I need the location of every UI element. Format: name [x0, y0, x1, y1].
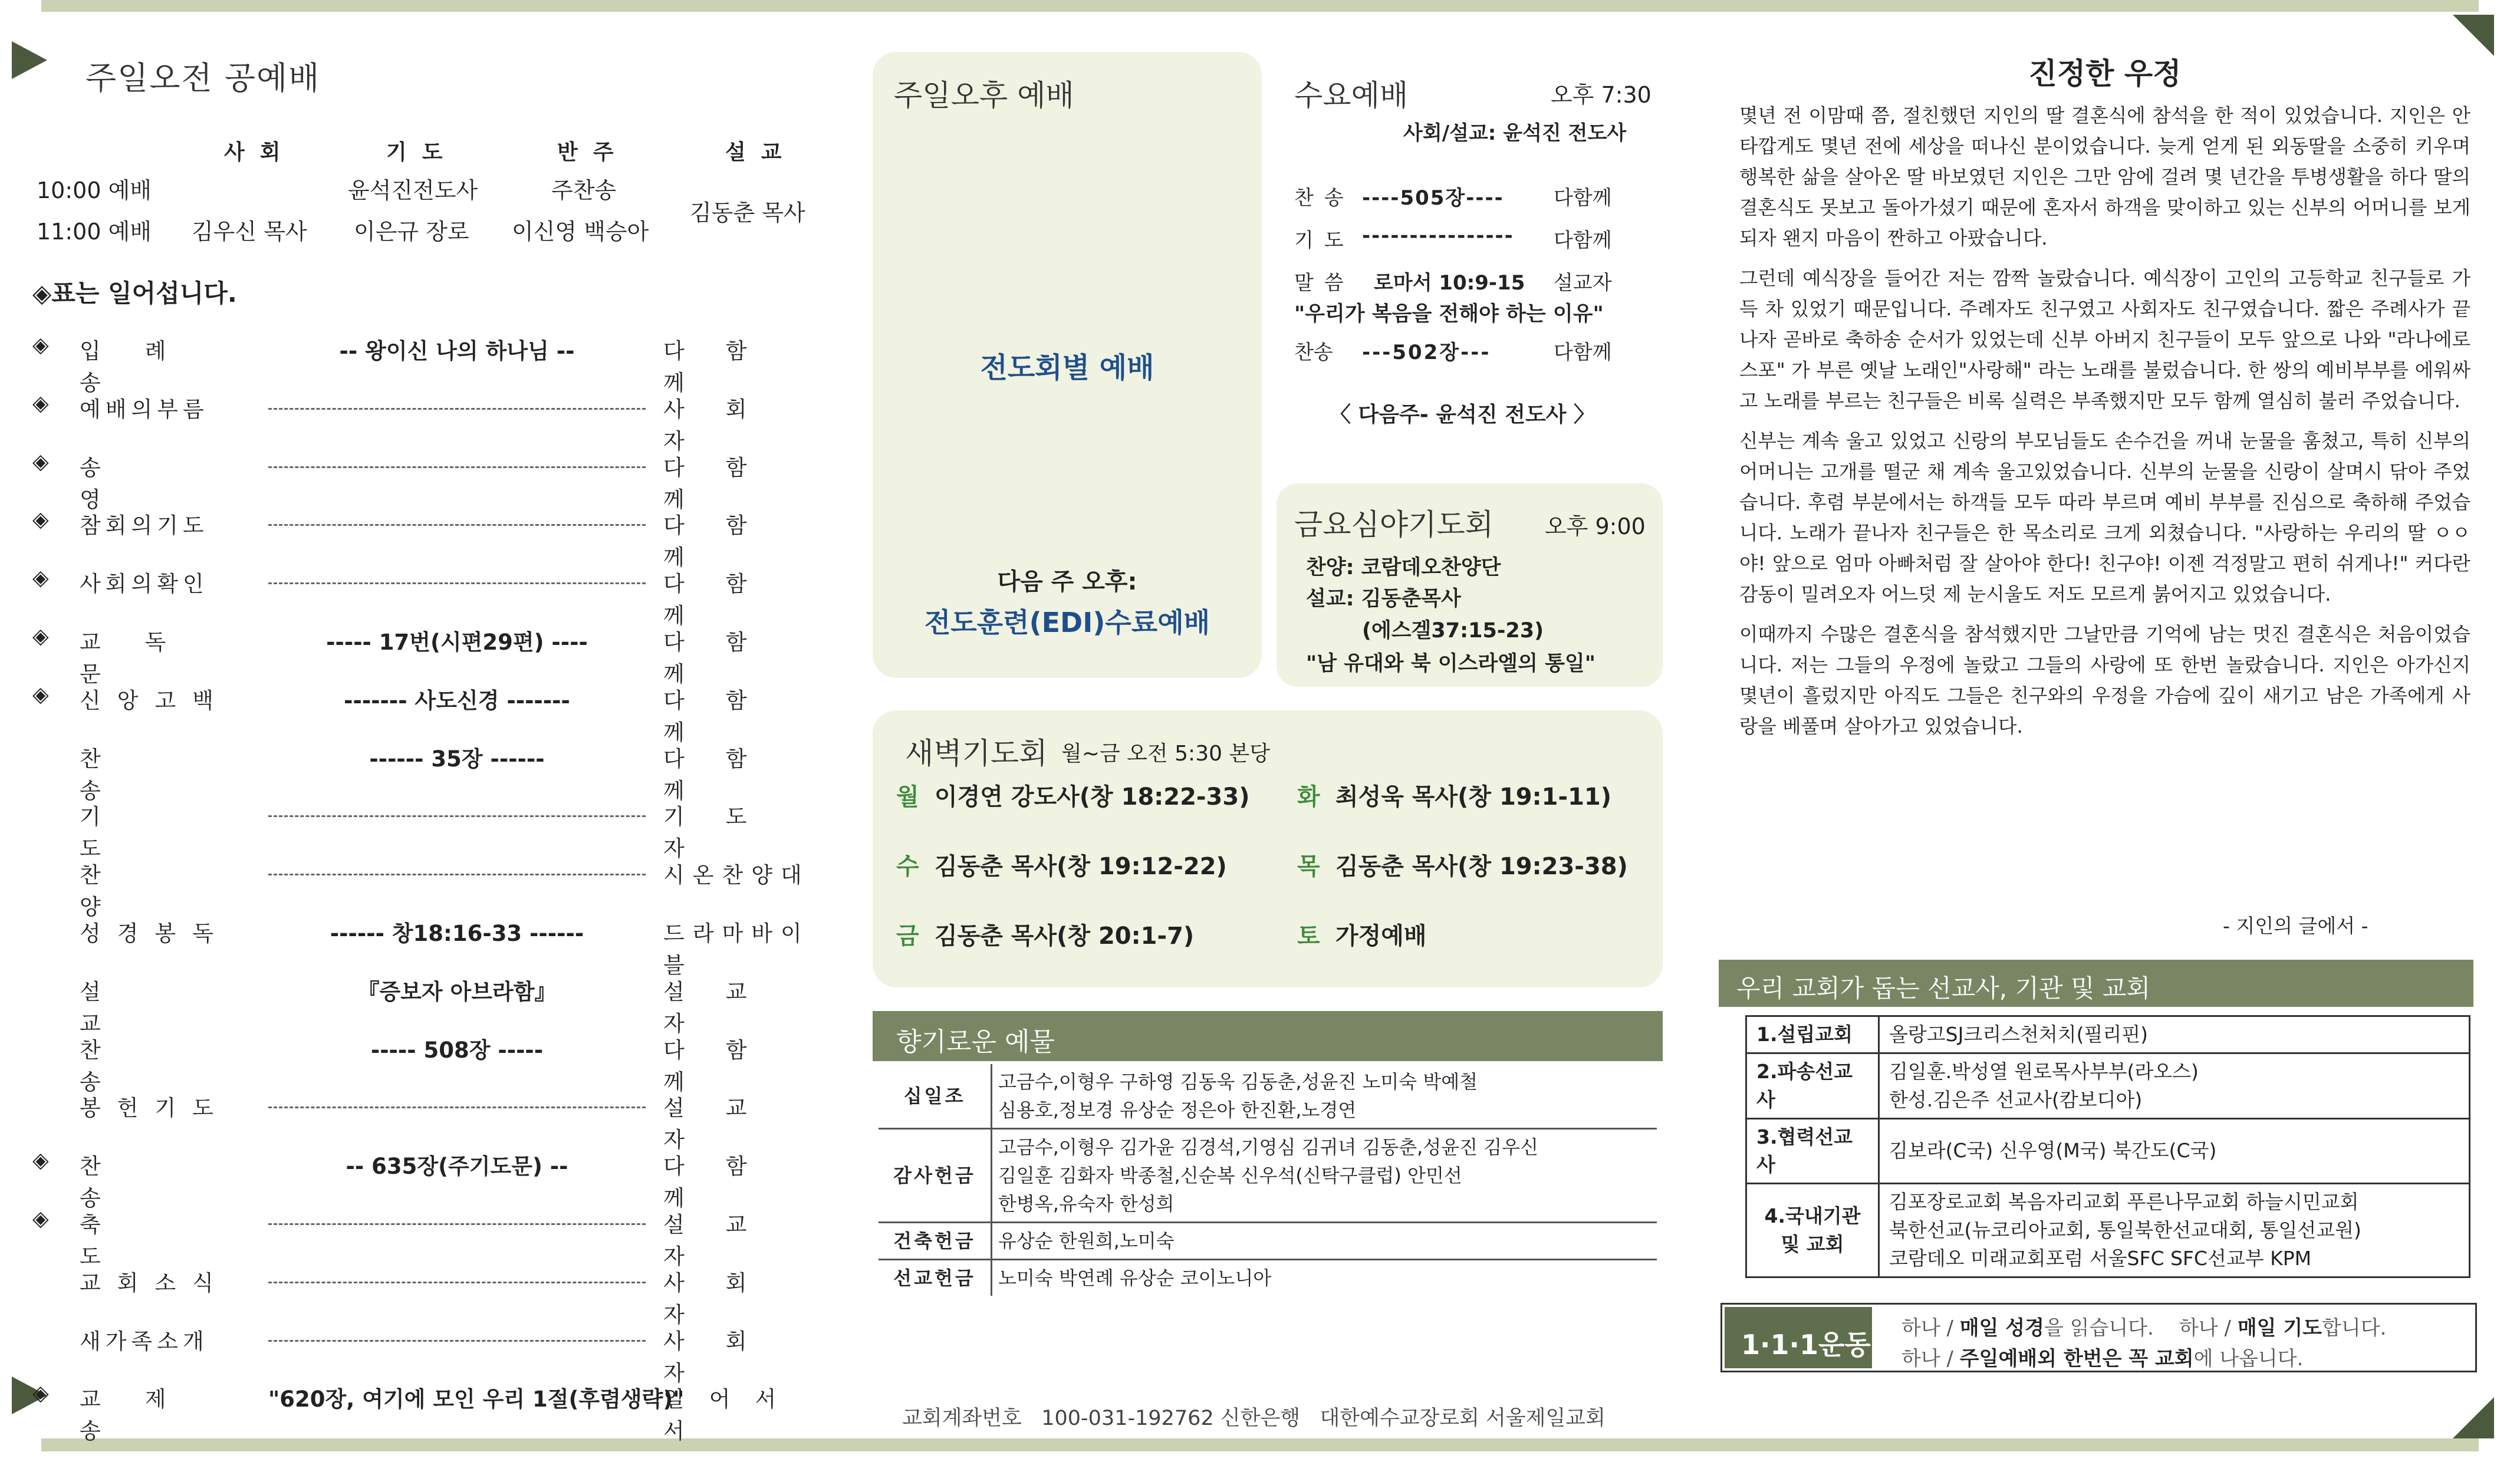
order-person: 설교자	[663, 979, 788, 1036]
order-row	[32, 566, 823, 629]
wednesday-title: 수요예배	[1294, 78, 1409, 113]
order-item: 기도	[80, 804, 189, 862]
offering-row	[879, 1260, 1657, 1296]
dawn-preacher: 최성욱 목사(창 19:1-11)	[1335, 783, 1612, 811]
order-content: ----- 508장 -----	[268, 1032, 646, 1064]
offering-names	[992, 1129, 1657, 1223]
wednesday-time: 오후 7:30	[1551, 82, 1652, 108]
service-time-11: 11:00 예배	[37, 219, 152, 245]
mission-line: 한성.김은주 선교사(캄보디아)	[1889, 1088, 2143, 1111]
corner-triangle-icon	[12, 41, 47, 79]
dawn-preacher: 이경연 강도사(창 18:22-33)	[935, 783, 1250, 811]
account-info: 교회계좌번호 100-031-192762 신한은행 대한예수교장로회 서울제일교회	[902, 1407, 1606, 1430]
mission-line: 코람데오 미래교회포럼 서울SFC SFC선교부 KPM	[1889, 1246, 2312, 1270]
dashed-leader	[268, 582, 646, 584]
dawn-preacher: 김동춘 목사(창 19:12-22)	[935, 853, 1227, 880]
dawn-day: 화	[1297, 783, 1320, 811]
order-item: 교독문	[80, 630, 210, 687]
wednesday-item: 기도	[1294, 229, 1354, 252]
service-accompanist-10: 주찬송	[551, 177, 617, 203]
order-item: 설교	[80, 979, 189, 1036]
sunday-pm-next: 전도훈련(EDI)수료예배	[924, 607, 1210, 638]
order-row	[32, 333, 823, 396]
mission-label: 1.설립교회	[1746, 1016, 1879, 1053]
order-person: 다함께	[663, 1154, 788, 1211]
movement-badge-text: 1·1·1운동	[1741, 1329, 1871, 1361]
offering-row	[879, 1223, 1657, 1260]
service-leader-11: 김우신 목사	[192, 219, 307, 245]
order-row	[32, 916, 823, 978]
missions-table	[1745, 1015, 2470, 1278]
service-accompanist-11: 이신영 백승아	[512, 219, 649, 245]
mission-line: 김보라(C국) 신우영(M국) 북간도(C국)	[1889, 1139, 2217, 1163]
sunday-pm-title: 주일오후 예배	[894, 78, 1074, 113]
wednesday-content: ----505장----	[1362, 186, 1504, 210]
diamond-icon: ◈	[32, 1148, 49, 1173]
friday-sermon-title: "남 유대와 북 이스라엘의 통일"	[1306, 652, 1595, 676]
wednesday-leader: 사회/설교: 윤석진 전도사	[1403, 121, 1627, 145]
diamond-icon: ◈	[32, 624, 49, 648]
order-row	[32, 974, 823, 1036]
offering-line: 유상순 한원희,노미숙	[998, 1230, 1175, 1252]
order-row	[32, 799, 823, 862]
top-border	[41, 0, 2479, 12]
order-row	[32, 857, 823, 920]
diamond-icon: ◈	[32, 682, 49, 707]
wednesday-item: 말씀	[1294, 271, 1354, 295]
order-content: -- 왕이신 나의 하나님 --	[268, 333, 646, 365]
order-content: ------ 35장 ------	[268, 741, 646, 773]
col-header-leader: 사회	[224, 140, 296, 164]
sunday-pm-main: 전도회별 예배	[980, 351, 1154, 384]
order-row	[32, 1265, 823, 1328]
dashed-leader	[268, 874, 646, 875]
mission-row	[1746, 1184, 2470, 1277]
essay-paragraph: 몇년 전 이맘때 쯤, 절친했던 지인의 딸 결혼식에 참석을 한 적이 있었습니다. 지인은 안타깝게도 몇년 전에 세상을 떠나신 분이었습니다. 늦게 얻게 된 외동딸을 소중히 키우며 행복한 삶을 살아온 딸 바보였던 지인은 그만 암에 걸려 몇 년간을 투병생활을 하다 딸의 결혼식도 못보고 돌아가셨기 때문에 혼자서 하객을 맞이하고 있는 신부의 어머니를 보게되자 왠지 마음이 짠하고 아팠습니다.	[1739, 104, 2470, 249]
essay-title: 진정한 우정	[2028, 57, 2182, 91]
order-person: 사회자	[663, 396, 788, 454]
wednesday-hymn2-item: 찬송	[1294, 341, 1333, 364]
order-person: 일어서서	[663, 1387, 801, 1444]
offering-line: 고금수,이형우 김가윤 김경석,기영심 김귀녀 김동춘,성윤진 김우신	[998, 1136, 1539, 1158]
offering-names	[992, 1064, 1657, 1129]
wednesday-person: 다함께	[1554, 229, 1612, 252]
dawn-day: 월	[896, 783, 919, 811]
order-person: 다함께	[663, 1037, 788, 1095]
dawn-title: 새벽기도회	[905, 736, 1048, 770]
offering-label: 건축헌금	[879, 1223, 992, 1260]
dashed-leader	[268, 408, 646, 410]
dashed-leader	[268, 1282, 646, 1283]
order-content: "620장, 여기에 모인 우리 1절(후렴생략)"	[268, 1381, 646, 1413]
offering-table	[879, 1064, 1657, 1296]
order-person: 기도자	[663, 804, 788, 862]
col-header-preacher: 설교	[725, 140, 797, 164]
order-content: ------ 창18:16-33 ------	[268, 916, 646, 947]
order-item: 찬송	[80, 1154, 189, 1211]
order-row	[32, 391, 823, 454]
order-item: 찬양	[80, 862, 189, 920]
order-person: 다함께	[663, 513, 788, 571]
order-content: -- 635장(주기도문) --	[268, 1148, 646, 1180]
order-row	[32, 1032, 823, 1095]
service-time-10: 10:00 예배	[37, 177, 152, 203]
dashed-leader	[268, 1340, 646, 1342]
movement-badge	[1725, 1307, 1872, 1368]
order-item: 참회의기도	[80, 513, 209, 539]
order-person: 설교자	[663, 1095, 788, 1153]
order-row	[32, 449, 823, 512]
order-row	[32, 508, 823, 571]
mission-entries	[1879, 1118, 2470, 1184]
mission-line: 북한선교(뉴코리아교회, 통일북한선교대회, 통일선교원)	[1889, 1219, 2361, 1242]
offering-label: 선교헌금	[879, 1260, 992, 1296]
essay-paragraph: 이때까지 수많은 결혼식을 참석했지만 그날만큼 기억에 남는 멋진 결혼식은 처음이었습니다. 저는 그들의 우정에 놀랐고 그들의 사랑에 또 한번 놀랐습니다. 지인은 아가신지 몇년이 흘렀지만 아직도 그들은 친구와의 우정을 가슴에 깊이 새기고 남은 가족에게 사랑을 베풀며 살아가고 있었습니다.	[1739, 623, 2470, 737]
order-person: 다함께	[663, 455, 788, 512]
order-item: 찬송	[80, 1037, 189, 1095]
offering-line: 한병옥,유숙자 한성희	[998, 1193, 1175, 1215]
wednesday-person: 다함께	[1554, 186, 1612, 210]
friday-praise: 찬양: 코람데오찬양단	[1306, 556, 1501, 579]
order-person: 다함께	[663, 687, 788, 745]
diamond-icon: ◈	[32, 1207, 49, 1231]
mission-entries	[1879, 1016, 2470, 1053]
mission-row	[1746, 1016, 2470, 1053]
mission-row	[1746, 1118, 2470, 1184]
dawn-preacher: 김동춘 목사(창 19:23-38)	[1335, 853, 1628, 880]
essay-paragraph: 신부는 계속 울고 있었고 신랑의 부모님들도 손수건을 꺼내 눈물을 훔쳤고, 특히 신부의 어머니는 고개를 떨군 채 계속 울고있었습니다. 신부의 눈물을 신랑이 살며시 닦아 주었습니다. 후렴 부분에서는 하객들 모두 따라 부르며 예비 부부를 진심으로 축하해 주었습니다. 노래가 끝나자 친구들은 한 목소리로 크게 외쳤습니다. "사랑하는 우리의 딸 ㅇㅇ야! 앞으로 엄마 아빠처럼 잘 살아야 한다! 친구야! 이젠 걱정말고 편히 쉬게나!" 커다란 감동이 밀려오자 어느덧 제 눈시울도 저도 모르게 붉어지고 있었습니다.	[1739, 430, 2470, 605]
dashed-leader	[268, 524, 646, 526]
order-person: 설교자	[663, 1212, 788, 1269]
wednesday-next: 〈 다음주- 윤석진 전도사 〉	[1330, 403, 1595, 427]
mission-entries	[1879, 1184, 2470, 1277]
missions-header	[1719, 960, 2473, 1007]
morning-service-title: 주일오전 공예배	[85, 60, 321, 97]
service-prayer-10: 윤석진전도사	[348, 177, 478, 203]
order-item: 신앙고백	[80, 687, 230, 713]
wednesday-content: ----------------	[1362, 224, 1514, 248]
col-header-prayer: 기도	[386, 140, 458, 164]
offering-row	[879, 1064, 1657, 1129]
order-item: 축도	[80, 1212, 189, 1269]
order-item: 교회소식	[80, 1270, 230, 1296]
bottom-border	[41, 1438, 2479, 1451]
wednesday-content: 로마서 10:9-15	[1374, 271, 1525, 295]
wednesday-item: 찬송	[1294, 186, 1354, 210]
order-item: 송영	[80, 455, 189, 512]
mission-row	[1746, 1053, 2470, 1118]
missions-title: 우리 교회가 돕는 선교사, 기관 및 교회	[1736, 974, 2151, 1003]
friday-time: 오후 9:00	[1545, 513, 1646, 539]
order-item: 사회의확인	[80, 571, 209, 597]
mission-entries	[1879, 1053, 2470, 1118]
dawn-preacher: 가정예배	[1335, 923, 1427, 950]
dashed-leader	[268, 466, 646, 468]
offering-line: 김일훈 김화자 박종철,신순복 신우석(신탁구클럽) 안민선	[998, 1164, 1462, 1187]
offering-names	[992, 1260, 1657, 1296]
offering-label: 감사헌금	[879, 1129, 992, 1223]
offering-title: 향기로운 예물	[896, 1027, 1055, 1057]
diamond-icon: ◈	[32, 566, 49, 591]
diamond-icon: ◈	[32, 391, 49, 416]
dawn-day: 금	[896, 923, 919, 950]
order-item: 예배의부름	[80, 396, 209, 422]
order-row	[32, 624, 823, 687]
order-item: 교제송	[80, 1387, 210, 1444]
mission-line: 김일훈.박성열 원로목사부부(라오스)	[1889, 1059, 2199, 1083]
order-row	[32, 1148, 823, 1211]
mission-line: 올랑고SJ크리스천처치(필리핀)	[1889, 1023, 2148, 1046]
wednesday-hymn2-person: 다함께	[1554, 341, 1612, 364]
order-person: 다함께	[663, 571, 788, 629]
order-item: 찬송	[80, 746, 189, 804]
order-row	[32, 682, 823, 745]
dawn-subtitle: 월~금 오전 5:30 본당	[1061, 742, 1270, 766]
mission-label: 3.협력선교사	[1746, 1118, 1879, 1184]
dawn-preacher: 김동춘 목사(창 20:1-7)	[935, 923, 1195, 950]
order-person: 다함께	[663, 746, 788, 804]
order-person: 다함께	[663, 338, 788, 396]
dawn-day: 토	[1297, 923, 1320, 950]
dashed-leader	[268, 1107, 646, 1108]
offering-row	[879, 1129, 1657, 1223]
dawn-day: 목	[1297, 853, 1320, 880]
offering-line: 심용호,정보경 유상순 정은아 한진환,노경연	[998, 1099, 1357, 1121]
mission-label: 2.파송선교사	[1746, 1053, 1879, 1118]
wednesday-hymn2-content: ---502장---	[1362, 341, 1491, 364]
order-row	[32, 741, 823, 804]
stand-note: ◈표는 일어섭니다.	[32, 279, 237, 308]
order-row	[32, 1381, 823, 1444]
service-prayer-11: 이은규 장로	[354, 219, 469, 245]
diamond-icon: ◈	[32, 449, 49, 474]
diamond-icon: ◈	[32, 333, 49, 357]
movement-line-2: 하나 / 주일예배외 한번은 꼭 교회에 나옵니다.	[1901, 1347, 2304, 1371]
order-person: 다함께	[663, 630, 788, 687]
offering-line: 고금수,이형우 구하영 김동욱 김동춘,성윤진 노미숙 박예철	[998, 1071, 1478, 1093]
diamond-icon: ◈	[32, 508, 49, 532]
order-person: 사회자	[663, 1328, 788, 1386]
order-person: 드라마바이블	[663, 921, 810, 978]
order-item: 새가족소개	[80, 1328, 209, 1354]
friday-sermon: 설교: 김동춘목사	[1306, 587, 1461, 611]
offering-names	[992, 1223, 1657, 1260]
dashed-leader	[268, 1223, 646, 1225]
friday-title: 금요심야기도회	[1294, 508, 1494, 542]
offering-header	[873, 1011, 1663, 1061]
col-header-accompanist: 반주	[557, 140, 629, 164]
wednesday-person: 설교자	[1554, 271, 1612, 295]
wednesday-sermon-title: "우리가 복음을 전해야 하는 이유"	[1294, 302, 1604, 326]
offering-line: 노미숙 박연례 유상순 코이노니아	[998, 1267, 1272, 1289]
dashed-leader	[268, 815, 646, 817]
essay-paragraph: 그런데 예식장을 들어간 저는 깜짝 놀랐습니다. 예식장이 고인의 고등학교 친구들로 가득 차 있었기 때문입니다. 주례자도 친구였고 사회자도 친구였습니다. 짧은 주례사가 끝나자 곧바로 축하송 순서가 있었는데 신부 아버지 친구들이 모두 앞으로 나와 "라나에로스포" 가 부른 옛날 노래인"사랑해" 라는 노래를 불렀습니다. 한 쌍의 예비부부를 에워싸고 노래를 부르는 친구들은 비록 실력은 부족했지만 모두 함께 열심히 불러 주었습니다.	[1739, 267, 2470, 412]
order-item: 성경봉독	[80, 921, 230, 946]
diamond-icon: ◈	[32, 1381, 49, 1406]
order-content: ------- 사도신경 -------	[268, 683, 646, 714]
order-item: 입례송	[80, 338, 210, 396]
offering-label: 십일조	[879, 1064, 992, 1129]
essay-body	[1739, 100, 2470, 751]
order-row	[32, 1323, 823, 1386]
essay-source: - 지인의 글에서 -	[2223, 914, 2368, 937]
mission-label: 4.국내기관 및 교회	[1746, 1184, 1879, 1277]
sunday-pm-next-label: 다음 주 오후:	[997, 568, 1137, 595]
order-item: 봉헌기도	[80, 1095, 230, 1121]
order-content: ----- 17번(시편29편) ----	[268, 624, 646, 656]
order-row	[32, 1207, 823, 1269]
service-preacher: 김동춘 목사	[690, 200, 805, 226]
movement-line-1: 하나 / 매일 성경을 읽습니다. 하나 / 매일 기도합니다.	[1901, 1316, 2387, 1340]
order-person: 사회자	[663, 1270, 788, 1328]
dawn-day: 수	[896, 853, 919, 880]
mission-line: 김포장로교회 복음자리교회 푸른나무교회 하늘시민교회	[1889, 1190, 2359, 1214]
order-person: 시온찬양대	[663, 862, 810, 888]
order-content: 『증보자 아브라함』	[268, 974, 646, 1006]
friday-passage: (에스겔37:15-23)	[1362, 619, 1544, 643]
corner-triangle-icon	[2453, 1397, 2494, 1438]
order-row	[32, 1090, 823, 1153]
